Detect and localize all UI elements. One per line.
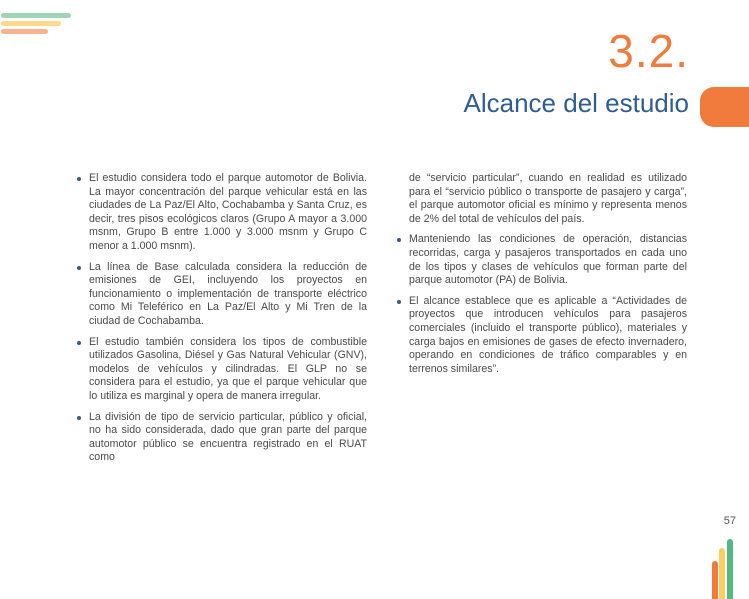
yellow-vertical-bar xyxy=(719,548,725,599)
list-item-text: La división de tipo de servicio particular, público y oficial, no ha sido considerada, dado que gran parte del parque automotor público se encuentra registrado en el RUAT como xyxy=(89,410,367,464)
bullet-icon xyxy=(77,266,81,270)
left-column xyxy=(77,172,367,472)
bullet-icon xyxy=(77,177,81,181)
green-vertical-bar xyxy=(727,539,733,599)
orange-vertical-bar xyxy=(712,561,718,599)
right-column xyxy=(397,172,687,383)
list-item xyxy=(77,411,367,465)
continuation-text: de “servicio particular”, cuando en realidad es utilizado para el “servicio público o transporte de pasajero y carga”, el parque automotor oficial es mínimo y representa menos de 2% del total de vehículos del país. xyxy=(409,172,687,225)
yellow-bar xyxy=(1,21,61,26)
list-item-text: La línea de Base calculada considera la reducción de emisiones de GEI, incluyendo los proyectos en funcionamiento o implementación de transporte eléctrico como Mi Teleférico en La Paz/El Alto y Mi Tren de la ciudad de Cochabamba. xyxy=(89,260,367,327)
list-item-text: Manteniendo las condiciones de operación, distancias recorridas, carga y pasajeros transportados en cada uno de los tipos y clases de vehículos que forman parte del parque automotor (PA) de Bolivia. xyxy=(409,233,687,287)
page-number: 57 xyxy=(723,515,736,527)
section-title: Alcance del estudio xyxy=(463,88,689,118)
list-item xyxy=(77,261,367,329)
list-item-text: El estudio también considera los tipos de combustible utilizados Gasolina, Diésel y Gas Natural Vehicular (GNV), modelos de vehículos y cilindradas. El GLP no se considera para el estudio, ya que el parque vehicular que lo utiliza es marginal y opera de manera irregular. xyxy=(89,335,367,402)
bullet-icon xyxy=(397,300,401,304)
bullet-icon xyxy=(397,238,401,242)
bullet-icon xyxy=(77,416,81,420)
section-tab-marker xyxy=(700,87,749,127)
section-number: 3.2. xyxy=(608,25,689,77)
continued-paragraph xyxy=(397,172,687,226)
list-item-text: El estudio considera todo el parque automotor de Bolivia. La mayor concentración del parque vehicular está en las ciudades de La Paz/El Alto, Cochabamba y Santa Cruz, es decir, tres pisos ecológicos claros (Grupo A mayor a 3.000 msnm, Grupo B entre 1.000 y 3.000 msnm y Grupo C menor a 1.000 msnm). xyxy=(89,172,367,252)
orange-bar xyxy=(1,29,48,34)
list-item-text: El alcance establece que es aplicable a “Actividades de proyectos que introducen vehículos para pasajeros comerciales (incluido el transporte público), materiales y carga bajos en emisiones de gases de efecto invernadero, operando en condiciones de tráfico comparables y en terrenos similares”. xyxy=(409,294,687,375)
list-item xyxy=(397,295,687,377)
green-bar xyxy=(1,13,71,18)
list-item xyxy=(77,172,367,254)
bullet-icon xyxy=(77,341,81,345)
list-item xyxy=(397,233,687,287)
list-item xyxy=(77,336,367,404)
